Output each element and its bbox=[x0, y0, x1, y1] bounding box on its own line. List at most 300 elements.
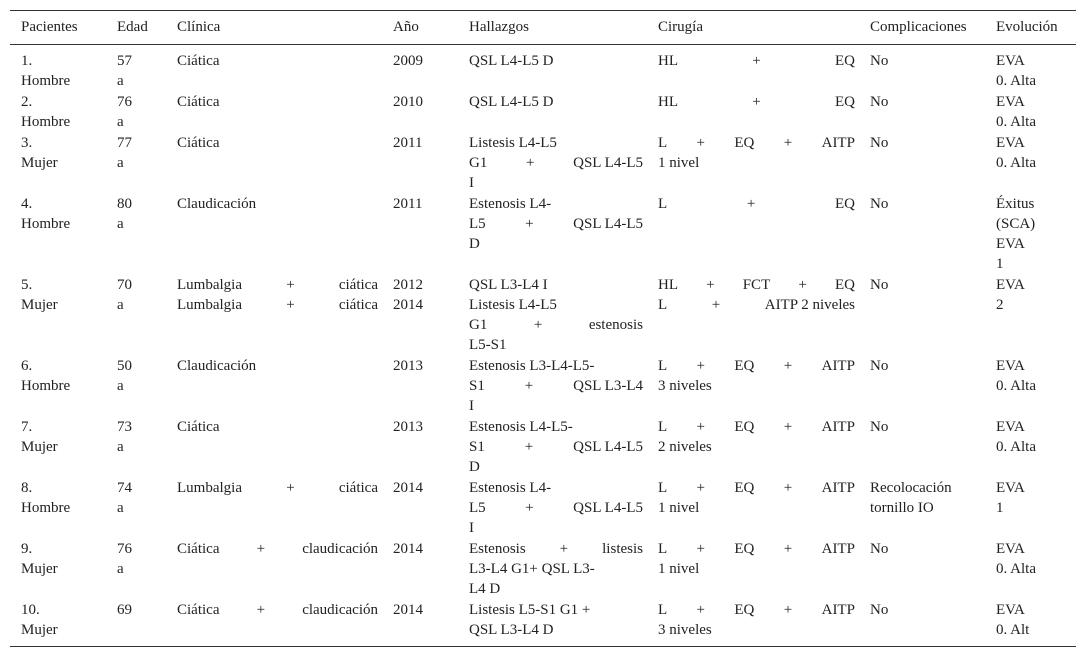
cell-complicaciones bbox=[859, 45, 985, 93]
cell-line bbox=[469, 396, 643, 416]
cell-text: Ciática bbox=[177, 94, 220, 110]
table-row bbox=[10, 417, 1076, 478]
cell-line: 2009 bbox=[393, 53, 423, 69]
cell-line bbox=[658, 498, 855, 518]
cell-line bbox=[469, 173, 643, 193]
cell-line: EVA bbox=[996, 419, 1025, 435]
cell-complicaciones bbox=[859, 417, 985, 478]
cell-line: 0. Alta bbox=[996, 378, 1036, 394]
cell-edad bbox=[106, 478, 166, 539]
table-row bbox=[10, 356, 1076, 417]
cell-text: 1 nivel bbox=[658, 561, 700, 577]
cell-text: EQ bbox=[734, 602, 755, 618]
cell-text: QSL L3-L4 bbox=[573, 378, 643, 394]
table-row bbox=[10, 478, 1076, 539]
cell-text: L5-S1 bbox=[469, 337, 507, 353]
cell-line bbox=[177, 539, 378, 559]
cell-line bbox=[658, 539, 855, 559]
table-body bbox=[10, 45, 1076, 647]
cell-line: a bbox=[117, 439, 124, 455]
cell-line bbox=[469, 437, 643, 457]
cell-text: + bbox=[706, 277, 715, 293]
cell-line bbox=[469, 376, 643, 396]
cell-line bbox=[658, 356, 855, 376]
cell-line: 0. Alta bbox=[996, 155, 1036, 171]
cell-evolucion bbox=[985, 45, 1076, 93]
cell-text: EQ bbox=[734, 419, 755, 435]
cell-text: + bbox=[696, 541, 706, 557]
cell-text: estenosis bbox=[588, 317, 643, 333]
cell-edad bbox=[106, 539, 166, 600]
cell-text: QSL L3-L4 I bbox=[469, 277, 548, 293]
cell-evolucion bbox=[985, 600, 1076, 647]
cell-text: claudicación bbox=[302, 602, 378, 618]
cell-line: a bbox=[117, 155, 124, 171]
cell-text: Listesis L4-L5 bbox=[469, 135, 557, 151]
cell-evolucion bbox=[985, 478, 1076, 539]
cell-text: 2 niveles bbox=[658, 439, 712, 455]
table-row bbox=[10, 539, 1076, 600]
cell-line: 57 bbox=[117, 53, 132, 69]
cell-text: HL bbox=[658, 94, 678, 110]
cell-clinica bbox=[166, 417, 382, 478]
cell-text: AITP 2 niveles bbox=[764, 297, 855, 313]
header-hallazgos: Hallazgos bbox=[469, 19, 529, 35]
cell-text: EQ bbox=[734, 135, 755, 151]
cell-line: Hombre bbox=[21, 73, 71, 89]
cell-text: Ciática bbox=[177, 419, 220, 435]
cell-text: L bbox=[658, 135, 668, 151]
cell-line: 0. Alta bbox=[996, 114, 1036, 130]
cell-hallazgos bbox=[458, 417, 647, 478]
cell-line bbox=[469, 579, 643, 599]
cell-cirugia bbox=[647, 600, 859, 647]
cell-complicaciones bbox=[859, 356, 985, 417]
cell-edad bbox=[106, 356, 166, 417]
cell-paciente bbox=[10, 133, 106, 194]
table-row bbox=[10, 600, 1076, 647]
table-row bbox=[10, 194, 1076, 275]
cell-hallazgos bbox=[458, 275, 647, 356]
cell-text: ciática bbox=[338, 480, 378, 496]
cell-line: 2012 bbox=[393, 277, 423, 293]
cell-line bbox=[469, 92, 643, 112]
cell-edad bbox=[106, 45, 166, 93]
cell-line: a bbox=[117, 216, 124, 232]
table-row bbox=[10, 275, 1076, 356]
cell-clinica bbox=[166, 275, 382, 356]
cell-line: No bbox=[870, 358, 889, 374]
cell-edad bbox=[106, 417, 166, 478]
cell-line bbox=[658, 376, 855, 396]
cell-text: + bbox=[256, 602, 266, 618]
cell-cirugia bbox=[647, 45, 859, 93]
cell-text: + bbox=[783, 602, 793, 618]
cell-text: QSL L4-L5 bbox=[573, 439, 643, 455]
cell-text: + bbox=[798, 277, 807, 293]
cell-line: a bbox=[117, 297, 124, 313]
cell-paciente bbox=[10, 600, 106, 647]
cell-edad bbox=[106, 600, 166, 647]
cell-line bbox=[658, 92, 855, 112]
cell-edad bbox=[106, 92, 166, 133]
cell-line bbox=[177, 92, 378, 112]
cell-text: EQ bbox=[834, 277, 855, 293]
cell-text: Claudicación bbox=[177, 358, 257, 374]
cell-line bbox=[177, 133, 378, 153]
cell-text: + bbox=[752, 53, 761, 69]
cell-text: ciática bbox=[338, 297, 378, 313]
cell-line: 0. Alta bbox=[996, 561, 1036, 577]
cell-line: Hombre bbox=[21, 216, 71, 232]
cell-line: 2011 bbox=[393, 196, 423, 212]
cell-line: Hombre bbox=[21, 114, 71, 130]
cell-hallazgos bbox=[458, 356, 647, 417]
cell-line: No bbox=[870, 541, 889, 557]
cell-line: 1 bbox=[996, 256, 1004, 272]
cell-line: No bbox=[870, 602, 889, 618]
cell-clinica bbox=[166, 45, 382, 93]
cell-line bbox=[469, 275, 643, 295]
cell-text: EQ bbox=[734, 480, 755, 496]
cell-paciente bbox=[10, 478, 106, 539]
cell-line: 2. bbox=[21, 94, 33, 110]
cell-line bbox=[469, 214, 643, 234]
cell-text: + bbox=[752, 94, 761, 110]
cell-text: I bbox=[469, 175, 474, 191]
cell-line: 2013 bbox=[393, 358, 423, 374]
cell-complicaciones bbox=[859, 92, 985, 133]
cell-line bbox=[177, 275, 378, 295]
cell-hallazgos bbox=[458, 600, 647, 647]
cell-text: L3-L4 G1+ QSL L3- bbox=[469, 561, 595, 577]
cell-text: + bbox=[711, 297, 721, 313]
cell-line: (SCA) bbox=[996, 216, 1036, 232]
patients-table bbox=[10, 10, 1076, 647]
cell-text: + bbox=[524, 378, 534, 394]
cell-text: + bbox=[783, 480, 793, 496]
cell-text: L bbox=[658, 358, 668, 374]
cell-text: Estenosis L4-L5- bbox=[469, 419, 573, 435]
cell-text: + bbox=[746, 196, 756, 212]
cell-evolucion bbox=[985, 133, 1076, 194]
cell-text: EQ bbox=[835, 53, 855, 69]
cell-line: EVA bbox=[996, 358, 1025, 374]
cell-text: QSL L3-L4 D bbox=[469, 622, 554, 638]
cell-line: 7. bbox=[21, 419, 33, 435]
cell-edad bbox=[106, 275, 166, 356]
table-header-row bbox=[10, 11, 1076, 45]
cell-text: I bbox=[469, 398, 474, 414]
cell-text: AITP bbox=[821, 419, 855, 435]
cell-line: EVA bbox=[996, 602, 1025, 618]
cell-complicaciones bbox=[859, 194, 985, 275]
cell-text: + bbox=[525, 500, 534, 516]
cell-cirugia bbox=[647, 539, 859, 600]
cell-text: + bbox=[783, 419, 793, 435]
cell-anio bbox=[382, 275, 458, 356]
cell-paciente bbox=[10, 417, 106, 478]
cell-line: 1. bbox=[21, 53, 33, 69]
cell-text: L bbox=[658, 297, 668, 313]
cell-cirugia bbox=[647, 478, 859, 539]
cell-complicaciones bbox=[859, 133, 985, 194]
cell-line bbox=[658, 194, 855, 214]
cell-text: EQ bbox=[734, 541, 755, 557]
cell-line: a bbox=[117, 500, 124, 516]
cell-text: Lumbalgia bbox=[177, 480, 242, 496]
cell-text: AITP bbox=[821, 358, 855, 374]
cell-line bbox=[469, 295, 643, 315]
cell-text: I bbox=[469, 520, 474, 536]
cell-text: + bbox=[696, 480, 706, 496]
cell-line: No bbox=[870, 419, 889, 435]
cell-line bbox=[469, 600, 643, 620]
cell-line: 80 bbox=[117, 196, 132, 212]
cell-line: Mujer bbox=[21, 439, 58, 455]
cell-text: AITP bbox=[821, 541, 855, 557]
cell-text: Estenosis L4- bbox=[469, 196, 552, 212]
cell-anio bbox=[382, 600, 458, 647]
cell-line bbox=[658, 51, 855, 71]
cell-clinica bbox=[166, 539, 382, 600]
cell-hallazgos bbox=[458, 539, 647, 600]
cell-line: 2014 bbox=[393, 602, 423, 618]
cell-line bbox=[658, 600, 855, 620]
cell-text: 3 niveles bbox=[658, 622, 712, 638]
cell-line: EVA bbox=[996, 135, 1025, 151]
cell-text: L bbox=[658, 196, 668, 212]
cell-text: + bbox=[696, 602, 706, 618]
cell-line bbox=[469, 559, 643, 579]
cell-line: 6. bbox=[21, 358, 33, 374]
cell-line: Hombre bbox=[21, 378, 71, 394]
cell-text: + bbox=[526, 155, 535, 171]
cell-line: 2011 bbox=[393, 135, 423, 151]
cell-text: + bbox=[696, 419, 706, 435]
cell-line bbox=[177, 600, 378, 620]
cell-line: 0. Alt bbox=[996, 622, 1030, 638]
cell-text: + bbox=[256, 541, 266, 557]
cell-text: Estenosis bbox=[469, 541, 526, 557]
cell-text: QSL L4-L5 D bbox=[469, 94, 554, 110]
cell-line bbox=[469, 51, 643, 71]
cell-text: AITP bbox=[821, 135, 855, 151]
cell-anio bbox=[382, 478, 458, 539]
cell-text: + bbox=[525, 216, 534, 232]
cell-paciente bbox=[10, 275, 106, 356]
cell-line: 2 bbox=[996, 297, 1004, 313]
cell-line: a bbox=[117, 114, 124, 130]
cell-line bbox=[658, 437, 855, 457]
cell-paciente bbox=[10, 45, 106, 93]
cell-line: 8. bbox=[21, 480, 33, 496]
cell-text: + bbox=[696, 358, 706, 374]
cell-clinica bbox=[166, 356, 382, 417]
cell-text: L5 bbox=[469, 216, 486, 232]
cell-clinica bbox=[166, 194, 382, 275]
cell-anio bbox=[382, 539, 458, 600]
cell-line: 0. Alta bbox=[996, 73, 1036, 89]
table-row bbox=[10, 92, 1076, 133]
cell-cirugia bbox=[647, 356, 859, 417]
cell-line: 5. bbox=[21, 277, 33, 293]
cell-clinica bbox=[166, 478, 382, 539]
cell-line: 77 bbox=[117, 135, 132, 151]
cell-line: Mujer bbox=[21, 622, 58, 638]
cell-text: + bbox=[533, 317, 543, 333]
cell-text: + bbox=[559, 541, 569, 557]
cell-cirugia bbox=[647, 417, 859, 478]
cell-evolucion bbox=[985, 92, 1076, 133]
header-cirugia: Cirugía bbox=[658, 19, 703, 35]
cell-text: L bbox=[658, 419, 668, 435]
cell-text: Estenosis L3-L4-L5- bbox=[469, 358, 595, 374]
cell-line bbox=[658, 478, 855, 498]
cell-line: a bbox=[117, 73, 124, 89]
cell-line: 73 bbox=[117, 419, 132, 435]
cell-line: 2014 bbox=[393, 480, 423, 496]
cell-text: L bbox=[658, 541, 668, 557]
cell-cirugia bbox=[647, 92, 859, 133]
cell-text: 3 niveles bbox=[658, 378, 712, 394]
cell-text: + bbox=[524, 439, 534, 455]
cell-text: G1 bbox=[469, 155, 488, 171]
cell-line bbox=[469, 356, 643, 376]
cell-complicaciones bbox=[859, 275, 985, 356]
header-anio: Año bbox=[393, 19, 419, 35]
cell-line: 70 bbox=[117, 277, 132, 293]
cell-line bbox=[177, 478, 378, 498]
cell-text: Listesis L5-S1 G1 + bbox=[469, 602, 591, 618]
cell-text: L bbox=[658, 480, 668, 496]
cell-text: EQ bbox=[835, 94, 855, 110]
cell-edad bbox=[106, 194, 166, 275]
cell-line: EVA bbox=[996, 541, 1025, 557]
cell-text: listesis bbox=[602, 541, 643, 557]
cell-text: QSL L4-L5 D bbox=[469, 53, 554, 69]
cell-text: Listesis L4-L5 bbox=[469, 297, 557, 313]
cell-text: Ciática bbox=[177, 53, 220, 69]
cell-text: S1 bbox=[469, 439, 485, 455]
cell-line bbox=[177, 295, 378, 315]
cell-line bbox=[658, 417, 855, 437]
header-evolucion: Evolución bbox=[996, 19, 1058, 35]
patients-table-container bbox=[10, 10, 1076, 647]
cell-text: + bbox=[696, 135, 706, 151]
cell-line bbox=[658, 295, 855, 315]
cell-line: a bbox=[117, 561, 124, 577]
cell-text: L5 bbox=[469, 500, 486, 516]
cell-cirugia bbox=[647, 133, 859, 194]
cell-anio bbox=[382, 417, 458, 478]
cell-line: No bbox=[870, 135, 889, 151]
cell-text: + bbox=[286, 480, 295, 496]
cell-line: No bbox=[870, 53, 889, 69]
cell-text: HL bbox=[658, 277, 678, 293]
cell-text: S1 bbox=[469, 378, 485, 394]
header-pacientes: Pacientes bbox=[21, 19, 78, 35]
cell-text: EQ bbox=[834, 196, 855, 212]
cell-line: 2014 bbox=[393, 541, 423, 557]
cell-line: EVA bbox=[996, 53, 1025, 69]
cell-text: QSL L4-L5 bbox=[573, 155, 643, 171]
cell-text: D bbox=[469, 459, 480, 475]
cell-line: EVA bbox=[996, 277, 1025, 293]
cell-line bbox=[469, 335, 643, 355]
cell-line bbox=[469, 315, 643, 335]
cell-line: EVA bbox=[996, 236, 1025, 252]
cell-text: Ciática bbox=[177, 602, 220, 618]
cell-line: Éxitus bbox=[996, 196, 1035, 212]
cell-line: 2014 bbox=[393, 297, 423, 313]
cell-line bbox=[469, 133, 643, 153]
cell-text: HL bbox=[658, 53, 678, 69]
cell-line: 50 bbox=[117, 358, 132, 374]
cell-text: Ciática bbox=[177, 135, 220, 151]
cell-line bbox=[469, 457, 643, 477]
cell-text: D bbox=[469, 236, 480, 252]
cell-line: 4. bbox=[21, 196, 33, 212]
cell-text: Lumbalgia bbox=[177, 277, 242, 293]
cell-line bbox=[469, 194, 643, 214]
cell-evolucion bbox=[985, 356, 1076, 417]
table-row bbox=[10, 45, 1076, 93]
cell-line bbox=[469, 539, 643, 559]
cell-text: + bbox=[783, 358, 793, 374]
cell-text: Lumbalgia bbox=[177, 297, 242, 313]
cell-paciente bbox=[10, 92, 106, 133]
cell-line bbox=[469, 417, 643, 437]
cell-text: 1 nivel bbox=[658, 155, 700, 171]
cell-anio bbox=[382, 133, 458, 194]
cell-line: Mujer bbox=[21, 297, 58, 313]
cell-line: 76 bbox=[117, 94, 132, 110]
header-edad: Edad bbox=[117, 19, 148, 35]
header-clinica: Clínica bbox=[177, 19, 221, 35]
cell-line bbox=[469, 478, 643, 498]
cell-line bbox=[658, 133, 855, 153]
cell-line: 9. bbox=[21, 541, 33, 557]
cell-complicaciones bbox=[859, 478, 985, 539]
cell-complicaciones bbox=[859, 539, 985, 600]
cell-hallazgos bbox=[458, 478, 647, 539]
cell-line: Mujer bbox=[21, 561, 58, 577]
cell-text: AITP bbox=[821, 602, 855, 618]
cell-line: 1 bbox=[996, 500, 1004, 516]
cell-text: ciática bbox=[338, 277, 378, 293]
cell-line bbox=[469, 518, 643, 538]
cell-line: EVA bbox=[996, 480, 1025, 496]
cell-text: + bbox=[286, 297, 295, 313]
cell-evolucion bbox=[985, 194, 1076, 275]
cell-paciente bbox=[10, 194, 106, 275]
cell-line bbox=[469, 498, 643, 518]
cell-cirugia bbox=[647, 275, 859, 356]
cell-text: 1 nivel bbox=[658, 500, 700, 516]
cell-cirugia bbox=[647, 194, 859, 275]
cell-line bbox=[658, 559, 855, 579]
cell-line: 69 bbox=[117, 602, 132, 618]
cell-clinica bbox=[166, 133, 382, 194]
cell-line bbox=[469, 620, 643, 640]
cell-edad bbox=[106, 133, 166, 194]
cell-complicaciones bbox=[859, 600, 985, 647]
cell-line bbox=[177, 356, 378, 376]
cell-line: 74 bbox=[117, 480, 132, 496]
cell-line bbox=[658, 620, 855, 640]
cell-line: EVA bbox=[996, 94, 1025, 110]
